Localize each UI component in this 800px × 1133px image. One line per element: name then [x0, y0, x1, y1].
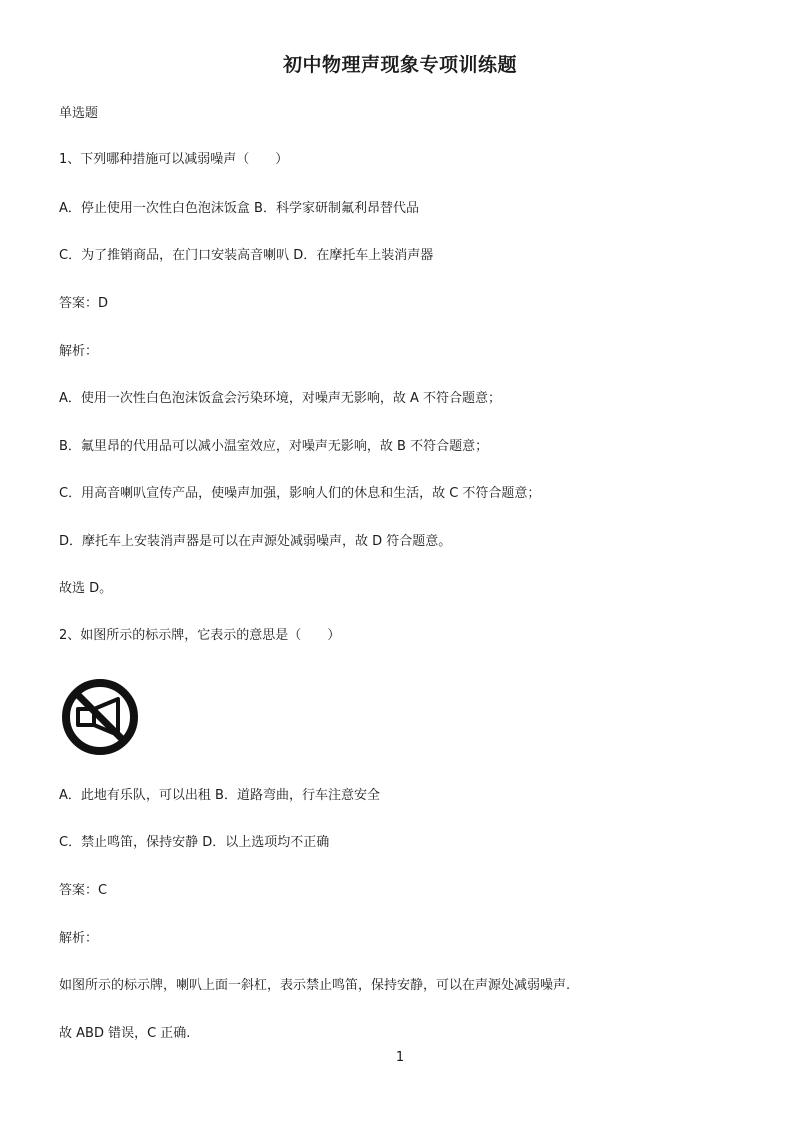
question-1-answer: 答案：D	[59, 296, 109, 311]
question-1-analysis-b: B．氟里昂的代用品可以减小温室效应，对噪声无影响，故 B 不符合题意；	[59, 439, 489, 454]
question-1-conclusion: 故选 D。	[59, 581, 113, 596]
question-2-option-line-1: A．此地有乐队，可以出租 B．道路弯曲，行车注意安全	[59, 788, 380, 803]
no-horn-sign-icon	[60, 677, 140, 757]
question-1-analysis-a: A．使用一次性白色泡沫饭盒会污染环境，对噪声无影响，故 A 不符合题意；	[59, 391, 502, 406]
question-1-option-line-1: A．停止使用一次性白色泡沫饭盒 B．科学家研制氟利昂替代品	[59, 201, 419, 216]
question-2-analysis-1: 如图所示的标示牌，喇叭上面一斜杠，表示禁止鸣笛，保持安静，可以在声源处减弱噪声.	[59, 978, 571, 993]
page-number: 1	[395, 1050, 405, 1065]
question-2-answer: 答案：C	[59, 883, 108, 898]
question-2-analysis-2: 故 ABD 错误，C 正确.	[59, 1026, 191, 1041]
question-1-option-line-2: C．为了推销商品，在门口安装高音喇叭 D．在摩托车上装消声器	[59, 248, 434, 263]
question-1-analysis-d: D．摩托车上安装消声器是可以在声源处减弱噪声，故 D 符合题意。	[59, 534, 452, 549]
question-1-analysis-c: C．用高音喇叭宣传产品，使噪声加强，影响人们的休息和生活，故 C 不符合题意；	[59, 486, 541, 501]
page-title: 初中物理声现象专项训练题	[282, 54, 517, 76]
question-1-stem: 1、下列哪种措施可以减弱噪声（ ）	[59, 152, 289, 167]
question-1-analysis-label: 解析：	[59, 344, 99, 359]
question-2-stem: 2、如图所示的标示牌，它表示的意思是（ ）	[59, 628, 341, 643]
section-label: 单选题	[59, 106, 99, 121]
question-2-option-line-2: C．禁止鸣笛，保持安静 D．以上选项均不正确	[59, 835, 330, 850]
question-2-analysis-label: 解析：	[59, 931, 99, 946]
